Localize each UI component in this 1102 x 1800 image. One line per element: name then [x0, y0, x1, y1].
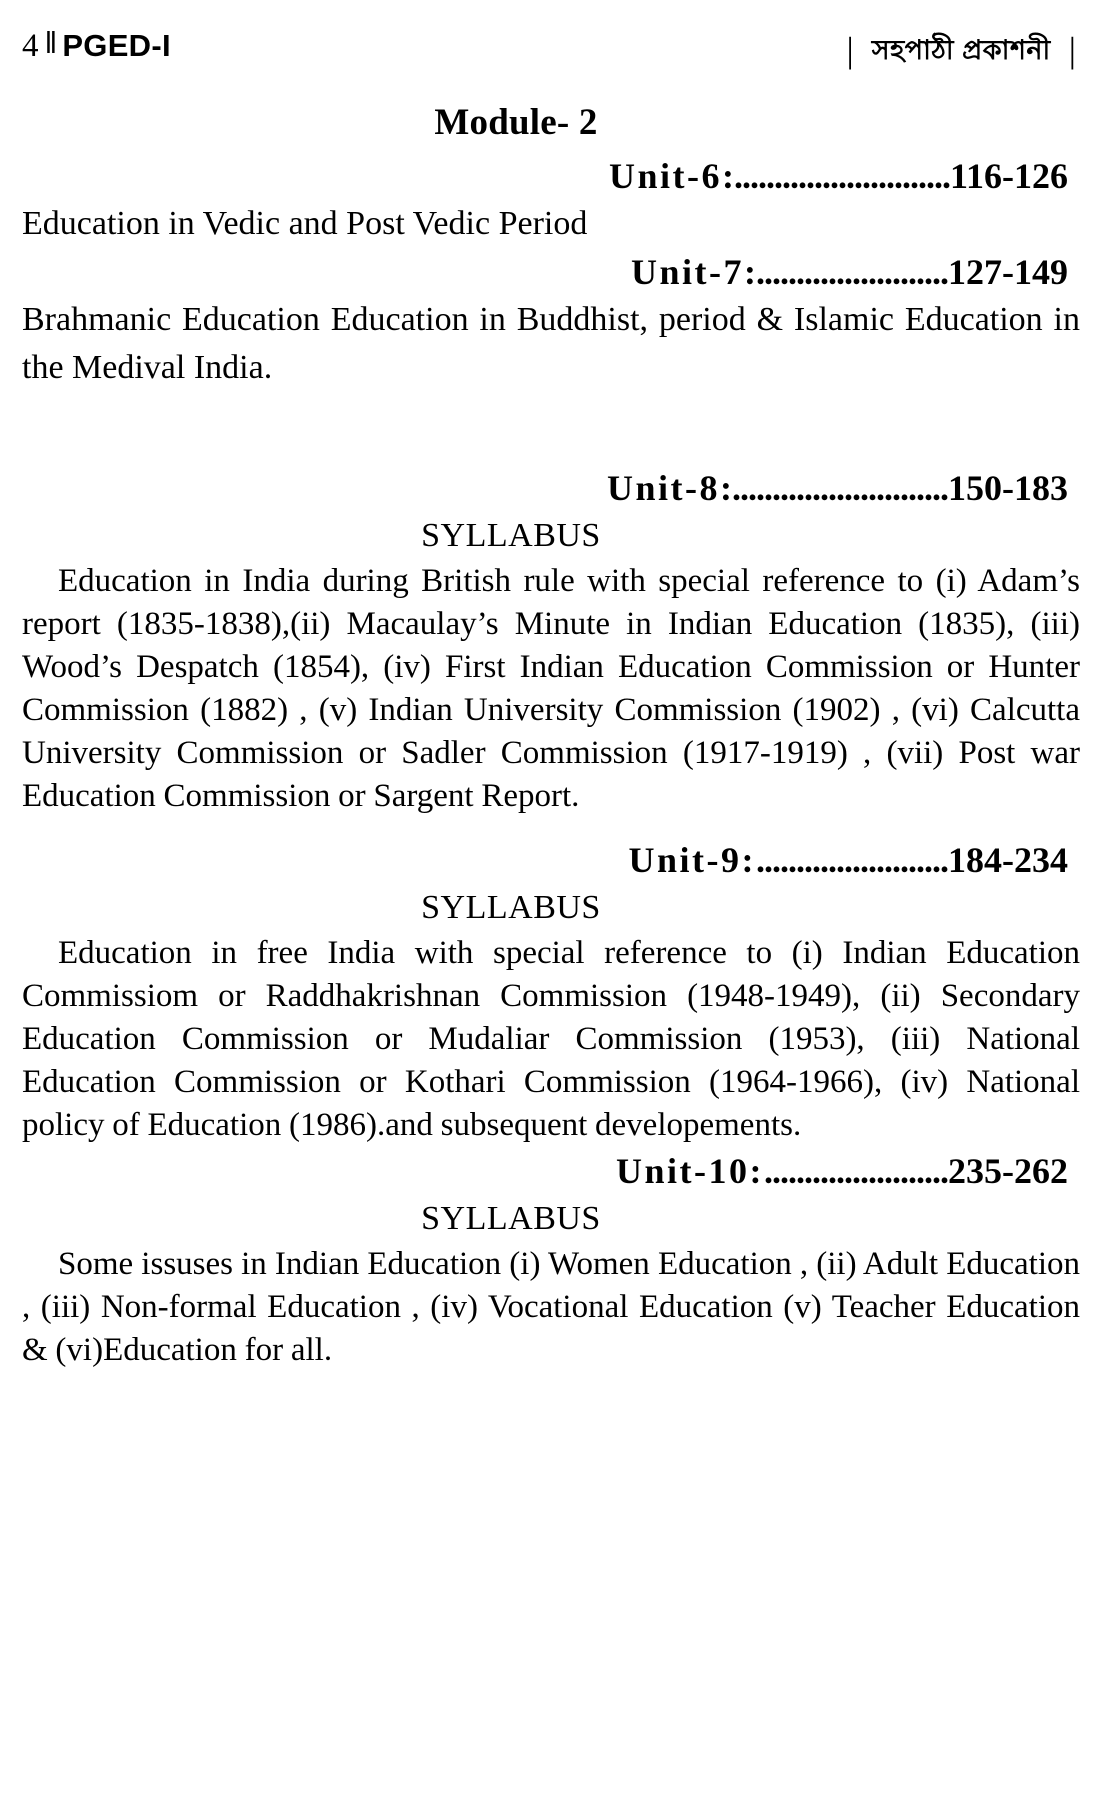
unit-8-label: Unit-8 — [607, 468, 720, 508]
unit-8-syllabus-heading: SYLLABUS — [421, 517, 601, 554]
unit-7-label: Unit-7 — [631, 252, 744, 292]
unit-9-label: Unit-9: — [628, 840, 756, 880]
unit-7-separator: : — [744, 252, 756, 292]
unit-entry-6 — [22, 152, 1080, 200]
unit-6-description: Education in Vedic and Post Vedic Period — [22, 205, 588, 242]
unit-6-leaders: ........................... — [733, 156, 950, 196]
unit-6-separator: : — [721, 156, 734, 196]
unit-10-page-range: 235-262 — [948, 1151, 1068, 1191]
publisher-right-bar-icon: | — [1068, 30, 1076, 70]
unit-8-syllabus-body: Education in India during British rule with special reference to (i) Adam’s report (1835-1838),(ii) Macaulay’s Minute in Indian Education (1835), (iii) Wood’s Despatch (1854), (iv) First Indian Education Commission or Hunter Commission (1882) , (v) Indian University Commission (1902) , (vi) Calcutta University Commission or Sadler Commission (1917-1919) , (vii) Post war Education Commission or Sargent Report. — [22, 563, 1080, 814]
unit-8-separator: : — [720, 468, 732, 508]
unit-entry-7 — [22, 248, 1080, 296]
header-left-group — [22, 25, 171, 64]
unit-6-label: Unit-6 — [608, 156, 722, 196]
unit-9-syllabus-heading: SYLLABUS — [421, 889, 601, 926]
unit-8-page-range: 150-183 — [948, 468, 1068, 508]
publisher-left-bar-icon: | — [846, 30, 854, 70]
header-right-group — [847, 32, 1076, 68]
book-code-label: PGED-I — [62, 28, 171, 63]
unit-10-syllabus-body: Some issuses in Indian Education (i) Women Education , (ii) Adult Education , (iii) Non-formal Education , (iv) Vocational Education (v) Teacher Education & (vi)Education for all. — [22, 1246, 1080, 1368]
unit-9-page-range: 184-234 — [948, 840, 1068, 880]
running-header — [0, 25, 1102, 90]
unit-entry-9 — [22, 836, 1080, 884]
unit-entry-10 — [22, 1147, 1080, 1195]
header-divider-icon: ‖ — [44, 25, 58, 60]
module-title: Module- 2 — [434, 102, 598, 143]
spacer — [22, 392, 1080, 464]
unit-10-label: Unit-10: — [616, 1151, 764, 1191]
unit-entry-8 — [22, 464, 1080, 512]
unit-7-page-range: 127-149 — [948, 252, 1068, 292]
page-folio-number: 4 — [22, 28, 39, 64]
unit-7-leaders: ........................ — [756, 252, 948, 292]
unit-7-description: Brahmanic Education Education in Buddhist, period & Islamic Education in the Medival India. — [22, 301, 1080, 386]
unit-9-syllabus-body: Education in free India with special reference to (i) Indian Education Commissiom or Raddhakrishnan Commission (1948-1949), (ii) Secondary Education Commission or Mudaliar Commission (1953), (iii) National Education Commission or Kothari Commission (1964-1966), (iv) National policy of Education (1986).and subsequent developements. — [22, 935, 1080, 1143]
spacer — [22, 818, 1080, 836]
publisher-name-bengali: সহপাঠী প্রকাশনী — [871, 34, 1051, 65]
unit-10-leaders: ....................... — [764, 1151, 948, 1191]
unit-9-leaders: ........................ — [756, 840, 948, 880]
unit-6-page-range: 116-126 — [949, 156, 1068, 196]
unit-10-syllabus-heading: SYLLABUS — [421, 1200, 601, 1237]
unit-8-leaders: ........................... — [732, 468, 948, 508]
page-content — [22, 100, 1080, 1372]
